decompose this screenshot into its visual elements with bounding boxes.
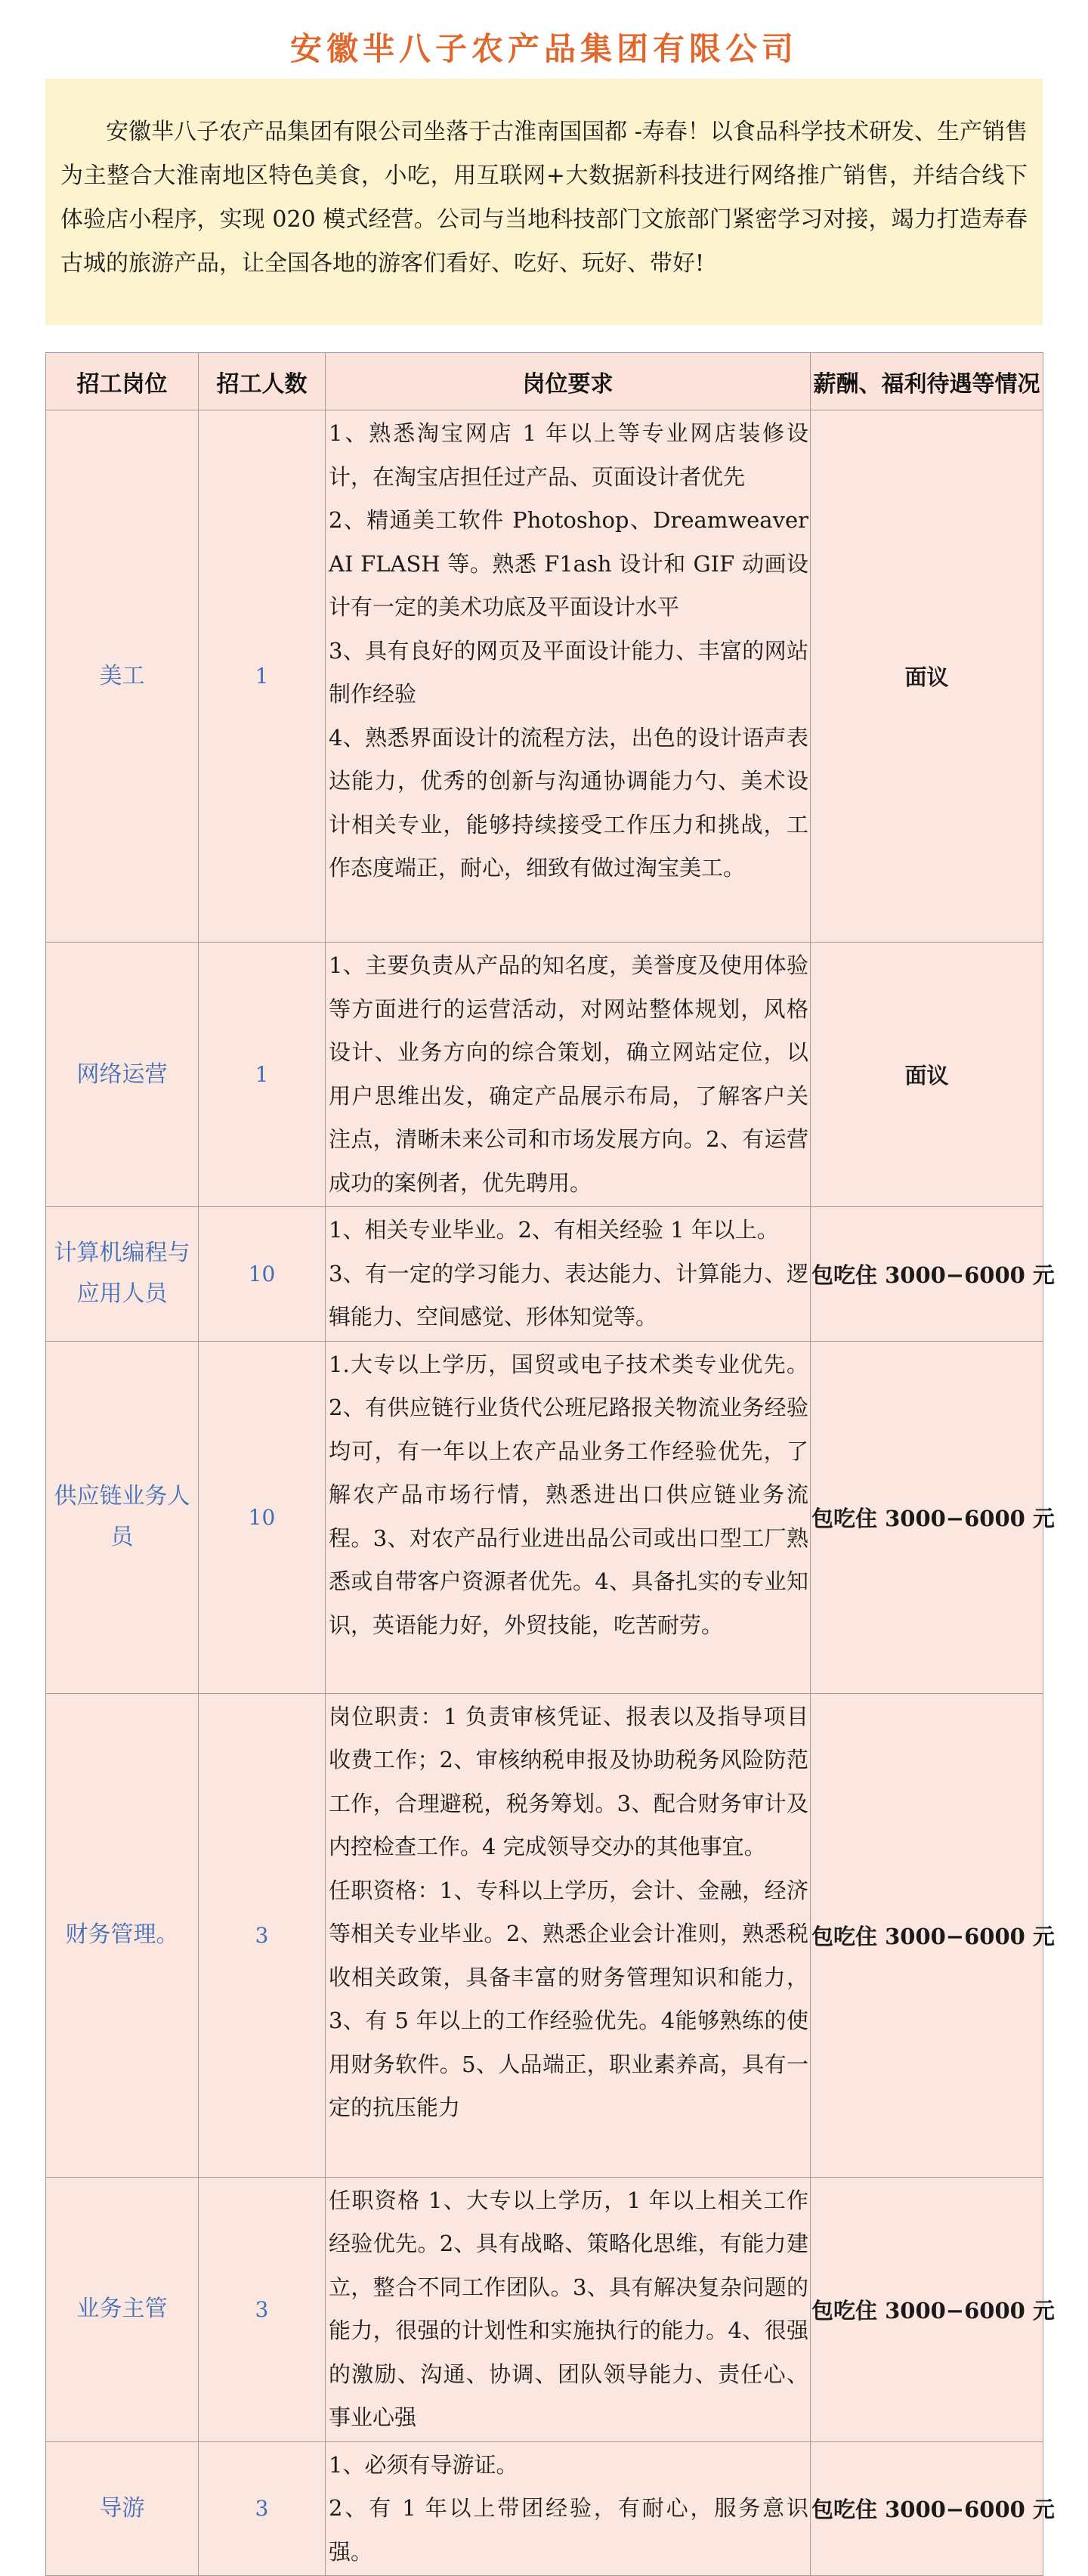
requirement-line: 4、熟悉界面设计的流程方法，出色的设计语声表达能力，优秀的创新与沟通协调能力勺、美术设计相关专业，能够持续接受工作压力和挑战，工作态度端正，耐心，细致有做过淘宝美工。: [329, 724, 808, 881]
company-intro: 安徽芈八子农产品集团有限公司坐落于古淮南国国都 -寿春！以食品科学技术研发、生产销售为主整合大淮南地区特色美食，小吃，用互联网+大数据新科技进行网络推广销售，并结合线下体验店小程序，实现 020 模式经营。公司与当地科技部门文旅部门紧密学习对接，竭力打造寿春古城的旅游产品，让全国各地的游客们看好、吃好、玩好、带好!: [45, 79, 1043, 325]
row-count: 3: [199, 2441, 326, 2576]
row-requirements: [326, 1207, 811, 1342]
row-count: 3: [199, 2177, 326, 2441]
row-position: 网络运营: [46, 943, 199, 1207]
row-requirements: [326, 2441, 811, 2576]
row-position: 财务管理。: [46, 1693, 199, 2177]
row-count: 10: [199, 1341, 326, 1693]
requirement-line: 任职资格 1、大专以上学历，1 年以上相关工作经验优先。2、具有战略、策略化思维，有能力建立，整合不同工作团队。3、具有解决复杂问题的能力，很强的计划性和实施执行的能力。4、很强的激励、沟通、协调、团队领导能力、责任心、事业心强: [329, 2187, 808, 2430]
requirement-line: 2、有 1 年以上带团经验，有耐心，服务意识强。: [329, 2495, 808, 2565]
row-salary: 面议: [811, 410, 1043, 943]
header-position: 招工岗位: [46, 353, 199, 410]
row-salary: 包吃住 3000−6000 元: [811, 1341, 1043, 1693]
row-salary: 包吃住 3000−6000 元: [811, 2441, 1043, 2576]
requirement-line: 1、主要负责从产品的知名度，美誉度及使用体验等方面进行的运营活动，对网站整体规划，风格设计、业务方向的综合策划，确立网站定位，以用户思维出发，确定产品展示布局，了解客户关注点，清晰未来公司和市场发展方向。2、有运营成功的案例者，优先聘用。: [329, 952, 808, 1196]
requirement-line: 3、具有良好的网页及平面设计能力、丰富的网站制作经验: [329, 637, 808, 707]
table-header-row: [46, 353, 1043, 410]
header-requirements: 岗位要求: [326, 353, 811, 410]
row-count: 1: [199, 410, 326, 943]
requirement-line: 3、有一定的学习能力、表达能力、计算能力、逻辑能力、空间感觉、形体知觉等。: [329, 1260, 808, 1330]
requirement-line: 1.大专以上学历，国贸或电子技术类专业优先。2、有供应链行业货代公班尼路报关物流业务经验均可，有一年以上农产品业务工作经验优先，了解农产品市场行情，熟悉进出口供应链业务流程。3、对农产品行业进出品公司或出口型工厂熟悉或自带客户资源者优先。4、具备扎实的专业知识，英语能力好，外贸技能，吃苦耐劳。: [329, 1351, 808, 1638]
requirement-line: 岗位职责：1 负责审核凭证、报表以及指导项目收费工作；2、审核纳税申报及协助税务风险防范工作，合理避税，税务筹划。3、配合财务审计及内控检查工作。4 完成领导交办的其他事宜。: [329, 1703, 808, 1859]
company-title: 安徽芈八子农产品集团有限公司: [289, 30, 798, 67]
requirement-line: 1、熟悉淘宝网店 1 年以上等专业网店装修设计，在淘宝店担任过产品、页面设计者优先: [329, 420, 808, 490]
row-salary: 包吃住 3000−6000 元: [811, 1207, 1043, 1342]
row-requirements: [326, 410, 811, 943]
table-row: [46, 1693, 1043, 2177]
row-requirements: [326, 1341, 811, 1693]
requirement-line: 1、必须有导游证。: [329, 2451, 518, 2478]
row-position: 业务主管: [46, 2177, 199, 2441]
row-position: 计算机编程与应用人员: [46, 1207, 199, 1342]
requirement-line: 1、相关专业毕业。2、有相关经验 1 年以上。: [329, 1217, 779, 1243]
table-row: [46, 943, 1043, 1207]
table-row: [46, 1341, 1043, 1693]
row-salary: 包吃住 3000−6000 元: [811, 2177, 1043, 2441]
table-row: [46, 2441, 1043, 2576]
row-count: 1: [199, 943, 326, 1207]
requirement-line: 2、精通美工软件 Photoshop、Dreamweaver AI FLASH 等。熟悉 F1ash 设计和 GIF 动画设计有一定的美术功底及平面设计水平: [329, 507, 808, 620]
header-salary: 薪酬、福利待遇等情况: [811, 353, 1043, 410]
row-position: 美工: [46, 410, 199, 943]
row-requirements: [326, 1693, 811, 2177]
row-count: 3: [199, 1693, 326, 2177]
row-position: 导游: [46, 2441, 199, 2576]
table-row: [46, 2177, 1043, 2441]
row-count: 10: [199, 1207, 326, 1342]
header-count: 招工人数: [199, 353, 326, 410]
row-requirements: [326, 2177, 811, 2441]
row-salary: 面议: [811, 943, 1043, 1207]
requirement-line: 任职资格：1、专科以上学历，会计、金融，经济等相关专业毕业。2、熟悉企业会计准则，熟悉税收相关政策，具备丰富的财务管理知识和能力，3、有 5 年以上的工作经验优先。4能够熟练的使用财务软件。5、人品端正，职业素养高，具有一定的抗压能力: [329, 1877, 808, 2120]
row-requirements: [326, 943, 811, 1207]
row-position: 供应链业务人员: [46, 1341, 199, 1693]
table-row: [46, 1207, 1043, 1342]
table-row: [46, 410, 1043, 943]
row-salary: 包吃住 3000−6000 元: [811, 1693, 1043, 2177]
recruitment-table: [45, 352, 1055, 2576]
